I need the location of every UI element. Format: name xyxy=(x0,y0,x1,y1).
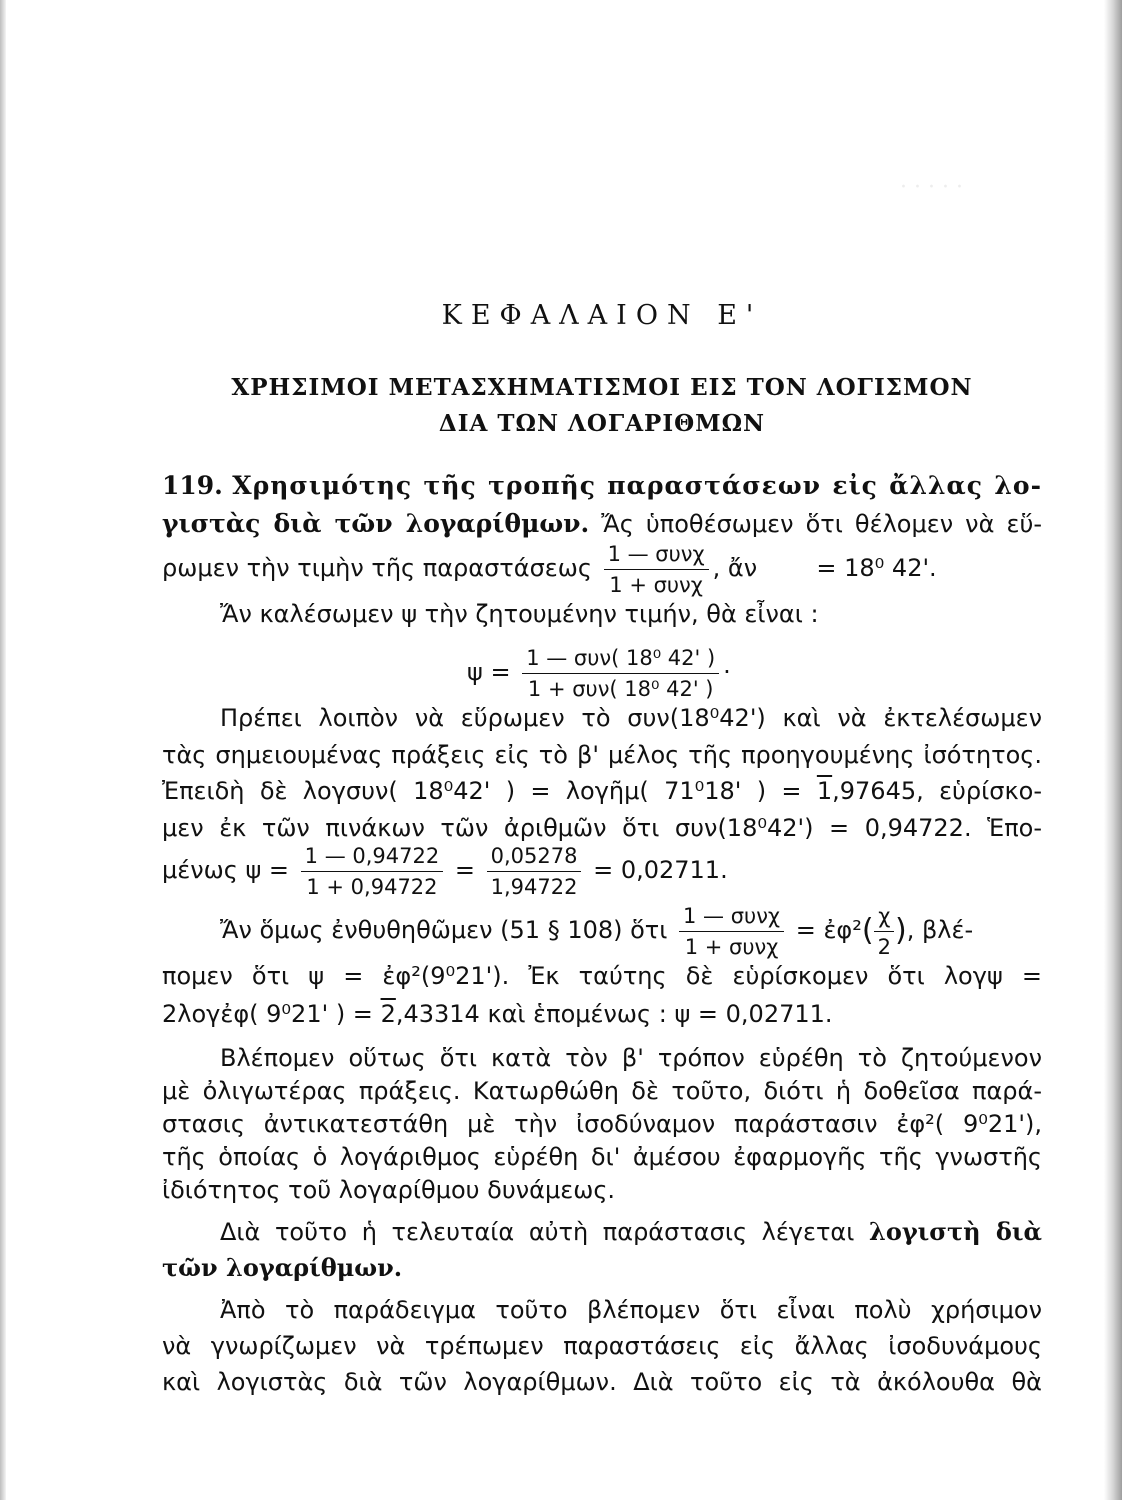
para3-line1-end: , βλέ- xyxy=(906,916,974,944)
psi-equals: ψ = xyxy=(467,658,511,686)
para6-line2: νὰ γνωρίζωμεν νὰ τρέπωμεν παραστάσεις εἰς ἄλλας ἰσοδυνάμους xyxy=(162,1332,1042,1360)
para2-line3-start: Ἐπειδὴ δὲ λογσυν( 18⁰42' ) = λογῆμ( 71⁰18' ) = xyxy=(162,777,802,805)
para4-line4: τῆς ὁποίας ὁ λογάριθμος εὑρέθη δι' ἀμέσου ἐφαρμογῆς τῆς γνωστῆς xyxy=(162,1143,1042,1171)
fraction-3-numerator: 1 — 0,94722 xyxy=(301,843,444,872)
para5-line1 xyxy=(162,1214,1042,1250)
section-number: 119. xyxy=(162,471,223,500)
page-left-edge xyxy=(0,0,6,1500)
fraction-1-numerator: 1 — συνχ xyxy=(604,541,709,570)
fraction-2 xyxy=(522,645,719,702)
para3-line1-mid: = ἐφ² xyxy=(795,916,862,944)
para3-line2: πομεν ὅτι ψ = ἐφ²(9⁰21'). Ἐκ ταύτης δὲ εὑρίσκομεν ὅτι λογψ = xyxy=(162,962,1042,990)
fraction-4-numerator: 0,05278 xyxy=(487,843,582,872)
fraction-2-numerator: 1 — συν( 18⁰ 42' ) xyxy=(522,645,719,674)
para6-line3: καὶ λογιστὰς διὰ τῶν λογαρίθμων. Διὰ τοῦτο εἰς τὰ ἀκόλουθα θὰ xyxy=(162,1368,1042,1396)
fraction-5-numerator: 1 — συνχ xyxy=(679,903,784,932)
para3-line1: Ἄν ὅμως ἐνθυθηθῶμεν (51 § 108) ὅτι $\frac{\text{1 — συνχ}}{\text{1 + συνχ}}$ = ἐφ²( $\frac{\chi}{2}$ ), βλέ- xyxy=(220,903,974,959)
expression-line xyxy=(162,538,1042,598)
expression-line-text: ρωμεν τὴν τιμὴν τῆς παραστάσεως xyxy=(162,554,592,582)
angle-value: = 18⁰ 42'. xyxy=(816,554,937,582)
fraction-6-numerator: χ xyxy=(874,903,894,932)
fraction-5 xyxy=(679,903,784,960)
para2-line1: Πρέπει λοιπὸν νὰ εὕρωμεν τὸ συν(18⁰42') καὶ νὰ ἐκτελέσωμεν xyxy=(220,704,1042,732)
chapter-title-line2: ΔΙΑ ΤΩΝ ΛΟΓΑΡΙΘΜΩΝ xyxy=(438,410,766,437)
fraction-2-denominator: 1 + συν( 18⁰ 42' ) xyxy=(527,676,714,701)
para5-term-part2: τῶν λογαρίθμων. xyxy=(162,1253,403,1282)
para5-term-part1: λογιστὴ διὰ xyxy=(868,1217,1042,1246)
section-intro-end: Ἄς ὑποθέσωμεν ὅτι θέλομεν νὰ εὕ- xyxy=(601,510,1042,538)
para2-line5-start: μένως ψ = xyxy=(162,856,290,884)
para3-line3-end: ,43314 καὶ ἑπομένως : ψ = 0,02711. xyxy=(395,1000,833,1028)
fraction-1 xyxy=(604,541,709,598)
chapter-title-line1: ΧΡΗΣΙΜΟΙ ΜΕΤΑΣΧΗΜΑΤΙΣΜΟΙ ΕΙΣ ΤΟΝ ΛΟΓΙΣΜΟΝ xyxy=(231,374,973,401)
section-title-line1 xyxy=(162,468,1042,504)
overlined-characteristic: 1 xyxy=(816,777,833,805)
para5-text: Διὰ τοῦτο ἡ τελευταία αὐτὴ παράστασις λέγεται xyxy=(220,1218,855,1246)
fraction-1-denominator: 1 + συνχ xyxy=(609,572,703,597)
overlined-characteristic-2: 2 xyxy=(380,1000,396,1028)
para2-line4: μεν ἐκ τῶν πινάκων τῶν ἀριθμῶν ὅτι συν(18⁰42') = 0,94722. Ἑπο- xyxy=(162,814,1042,842)
para4-line5: ἰδιότητος τοῦ λογαρίθμου δυνάμεως. xyxy=(162,1176,616,1204)
show-through: · · · · · xyxy=(900,175,963,200)
para4-line2: μὲ ὀλιγωτέρας πράξεις. Κατωρθώθη δὲ τοῦτο, διότι ἡ δοθεῖσα παρά- xyxy=(162,1077,1042,1105)
para2-line5-end: = 0,02711. xyxy=(593,856,728,884)
section-title-line2 xyxy=(162,506,1042,542)
para3-line3 xyxy=(162,996,1042,1032)
para4-line1: Βλέπομεν οὕτως ὅτι κατὰ τὸν β' τρόπον εὑρέθη τὸ ζητούμενον xyxy=(220,1044,1042,1072)
section-title-part1: Χρησιμότης τῆς τροπῆς παραστάσεων εἰς ἄλλας λο- xyxy=(232,471,1042,500)
fraction-3-denominator: 1 + 0,94722 xyxy=(306,874,438,899)
para6-line1: Ἀπὸ τὸ παράδειγμα τοῦτο βλέπομεν ὅτι εἶναι πολὺ χρήσιμον xyxy=(220,1296,1042,1324)
page-right-edge xyxy=(1104,0,1122,1500)
expression-condition: , ἄν xyxy=(712,554,758,582)
fraction-6 xyxy=(874,903,895,960)
fraction-6-denominator: 2 xyxy=(877,934,891,959)
para2-line3-end: ,97645, εὑρίσκο- xyxy=(832,777,1042,805)
fraction-3 xyxy=(301,843,444,900)
para2-line3 xyxy=(162,773,1042,809)
para2-line5: μένως ψ = $\frac{1 — 0,94722}{1 + 0,94722}$ = $\frac{0,05278}{1,94722}$ = 0,02711. xyxy=(162,843,728,899)
section-title-part2: γιστὰς διὰ τῶν λογαρίθμων. xyxy=(162,509,590,538)
fraction-4 xyxy=(487,843,582,900)
chapter-heading: ΚΕΦΑΛΑΙΟΝ Ε' xyxy=(441,300,763,331)
para4-line3: στασις ἀντικατεστάθη μὲ τὴν ἰσοδύναμον παράστασιν ἐφ²( 9⁰21'), xyxy=(162,1110,1042,1138)
fraction-4-denominator: 1,94722 xyxy=(490,874,578,899)
fraction-5-denominator: 1 + συνχ xyxy=(684,934,779,959)
para2-line2: τὰς σημειουμένας πράξεις εἰς τὸ β' μέλος τῆς προηγουμένης ἰσότητος. xyxy=(162,741,1042,769)
para3-line3-start: 2λογἐφ( 9⁰21' ) = xyxy=(162,1000,373,1028)
para3-line1-start: Ἄν ὅμως ἐνθυθηθῶμεν (51 § 108) ὅτι xyxy=(220,916,668,944)
para5-line2 xyxy=(162,1250,1042,1286)
psi-equation: ψ = $\frac{\text{1 — συν( 18⁰ 42' )}}{\text{1 + συν( 18⁰ 42' )}}$ · xyxy=(467,645,731,701)
psi-definition-line: Ἄν καλέσωμεν ψ τὴν ζητουμένην τιμήν, θὰ εἶναι : xyxy=(220,600,819,628)
